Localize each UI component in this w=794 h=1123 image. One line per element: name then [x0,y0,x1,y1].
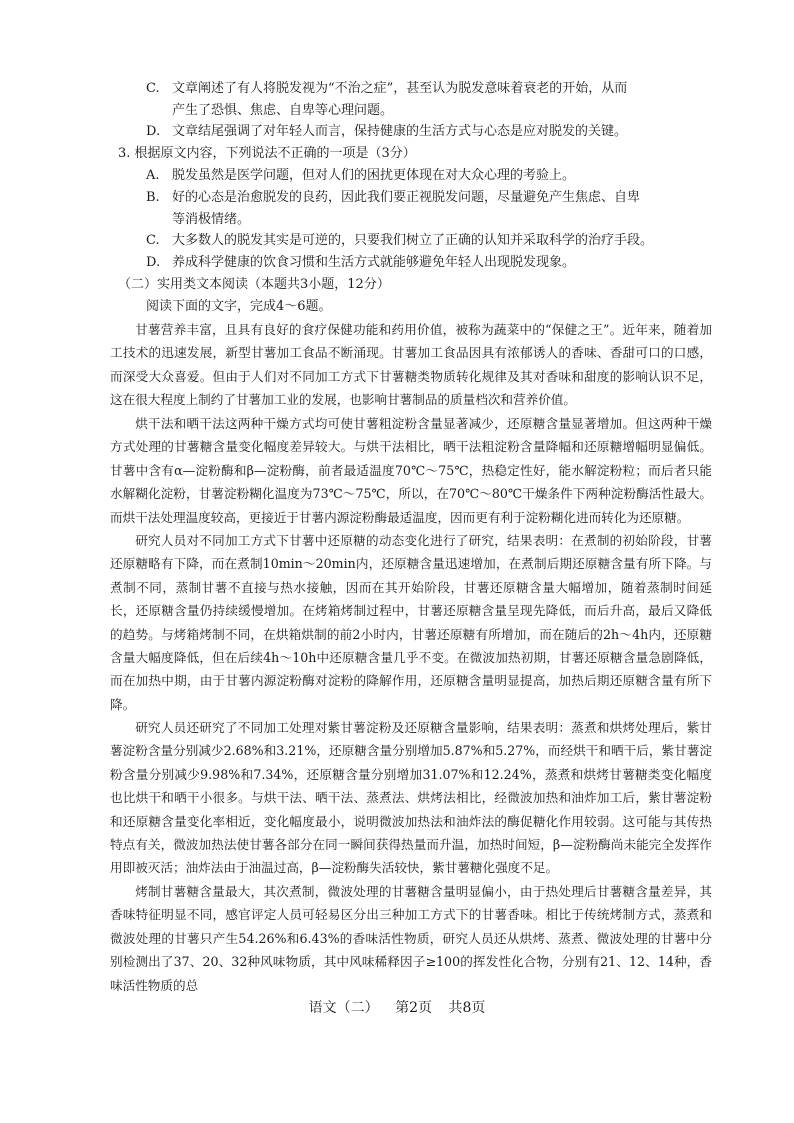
option-label: B. [146,190,160,205]
passage-paragraph-1: 甘薯营养丰富，且具有良好的食疗保健功能和药用价值，被称为蔬菜中的“保健之王”。近年来，随着加工技术的迅速发展，新型甘薯加工食品不断涌现。甘薯加工食品因具有浓郁诱人的香味、香甜可口的口感，而深受大众喜爱。但由于人们对不同加工方式下甘薯糖类物质转化规律及其对香味和甜度的影响认识不足，这在很大程度上制约了甘薯加工业的发展，也影响甘薯制品的质量档次和营养价值。 [110,322,712,408]
footer-subject: 语文（二） [308,1000,379,1016]
q3-option-c [146,230,726,252]
passage-paragraph-2: 烘干法和晒干法这两种干燥方式均可使甘薯粗淀粉含量显著减少，还原糖含量显著增加。但这两种干燥方式处理的甘薯糖含量变化幅度差异较大。与烘干法相比，晒干法粗淀粉含量降幅和还原糖增幅明显偏低。甘薯中含有α—淀粉酶和β—淀粉酶，前者最适温度70℃～75℃，热稳定性好，能水解淀粉粒；而后者只能水解糊化淀粉，甘薯淀粉糊化温度为73℃～75℃，所以，在70℃～80℃干燥条件下两种淀粉酶活性最大。而烘干法处理温度较高，更接近于甘薯内源淀粉酶最适温度，因而更有利于淀粉糊化进而转化为还原糖。 [110,416,712,525]
option-text-line1: 脱发虽然是医学问题，但对人们的困扰更体现在对大众心理的考验上。 [172,168,576,183]
option-label: C. [146,233,160,248]
section-instruction: 阅读下面的文字，完成4～6题。 [146,299,332,314]
q3-option-d [146,252,726,274]
passage-paragraph-3: 研究人员对不同加工方式下甘薯中还原糖的动态变化进行了研究，结果表明：在煮制的初始阶段，甘薯还原糖略有下降，而在煮制10min～20min内，还原糖含量迅速增加，在煮制后期还原糖含量有所下降。与煮制不同，蒸制甘薯不直接与热水接触，因而在其开始阶段，甘薯还原糖含量大幅增加，随着蒸制时间延长，还原糖含量仍持续缓慢增加。在烤箱烤制过程中，甘薯还原糖含量呈现先降低，而后升高，最后又降低的趋势。与烤箱烤制不同，在烘箱烘制的前2小时内，甘薯还原糖有所增加，而在随后的2h～4h内，还原糖含量大幅度降低，但在后续4h～10h中还原糖含量几乎不变。在微波加热初期，甘薯还原糖含量急剧降低，而在加热中期，由于甘薯内源淀粉酶对淀粉的降解作用，还原糖含量明显提高，加热后期还原糖含量有所下降。 [110,533,712,712]
passage-paragraph-4: 研究人员还研究了不同加工处理对紫甘薯淀粉及还原糖含量影响，结果表明：蒸煮和烘烤处理后，紫甘薯淀粉含量分别减少2.68%和3.21%，还原糖含量分别增加5.87%和5.27%，而经烘干和晒干后，紫甘薯淀粉含量分别减少9.98%和7.34%，还原糖含量分别增加31.07%和12.24%，蒸煮和烘烤甘薯糖类变化幅度也比烘干和晒干小很多。与烘干法、晒干法、蒸煮法、烘烤法相比，经微波加热和油炸加工后，紫甘薯淀粉和还原糖含量变化率相近，变化幅度最小，说明微波加热法和油炸法的酶促糖化作用较弱。这可能与其传热特点有关，微波加热法使甘薯各部分在同一瞬间获得热量而升温，加热时间短，β—淀粉酶尚未能完全发挥作用即被灭活；油炸法由于油温过高，β—淀粉酶失活较快，紫甘薯糖化强度不足。 [110,720,712,876]
option-text-line2: 产生了恐惧、焦虑、自卑等心理问题。 [172,103,394,118]
footer-page-number: 第2页 [395,1000,432,1016]
passage-paragraph-5: 烤制甘薯糖含量最大，其次煮制，微波处理的甘薯糖含量明显偏小，由于热处理后甘薯糖含量差异，其香味特征明显不同，感官评定人员可轻易区分出三种加工方式下的甘薯香味。相比于传统烤制方式，蒸煮和微波处理的甘薯只产生54.26%和6.43%的香味活性物质，研究人员还从烘烤、蒸煮、微波处理的甘薯中分别检测出了37、20、32种风味物质，其中风味稀释因子≥100的挥发性化合物，分别有21、12、14种，香味活性物质的总 [110,884,712,993]
option-label: C. [146,81,160,96]
option-text-line1: 文章结尾强调了对年轻人而言，保持健康的生活方式与心态是应对脱发的关键。 [172,124,628,139]
option-text-line1: 养成科学健康的饮食习惯和生活方式就能够避免年轻人出现脱发现象。 [172,255,576,270]
prev-option-d [146,121,726,143]
option-text-line2: 等消极情绪。 [172,212,251,227]
q3-option-a [146,165,726,187]
footer-total-pages: 共8页 [448,1000,486,1016]
q3-option-b [146,187,726,231]
option-text-line1: 文章阐述了有人将脱发视为“不治之症”，甚至认为脱发意味着衰老的开始，从而 [172,81,628,96]
option-text-line1: 大多数人的脱发其实是可逆的，只要我们树立了正确的认知并采取科学的治疗手段。 [172,233,654,248]
option-label: A. [146,168,160,183]
option-label: D. [146,124,161,139]
option-text-line1: 好的心态是治愈脱发的良药，因此我们要正视脱发问题，尽量避免产生焦虑、自卑 [172,190,641,205]
section-title: （二）实用类文本阅读（本题共3小题，12分） [118,277,390,292]
page-footer [0,997,794,1019]
prev-option-c [146,78,726,122]
option-label: D. [146,255,161,270]
question-3-stem: 3. 根据原文内容，下列说法不正确的一项是（3分） [118,146,416,161]
